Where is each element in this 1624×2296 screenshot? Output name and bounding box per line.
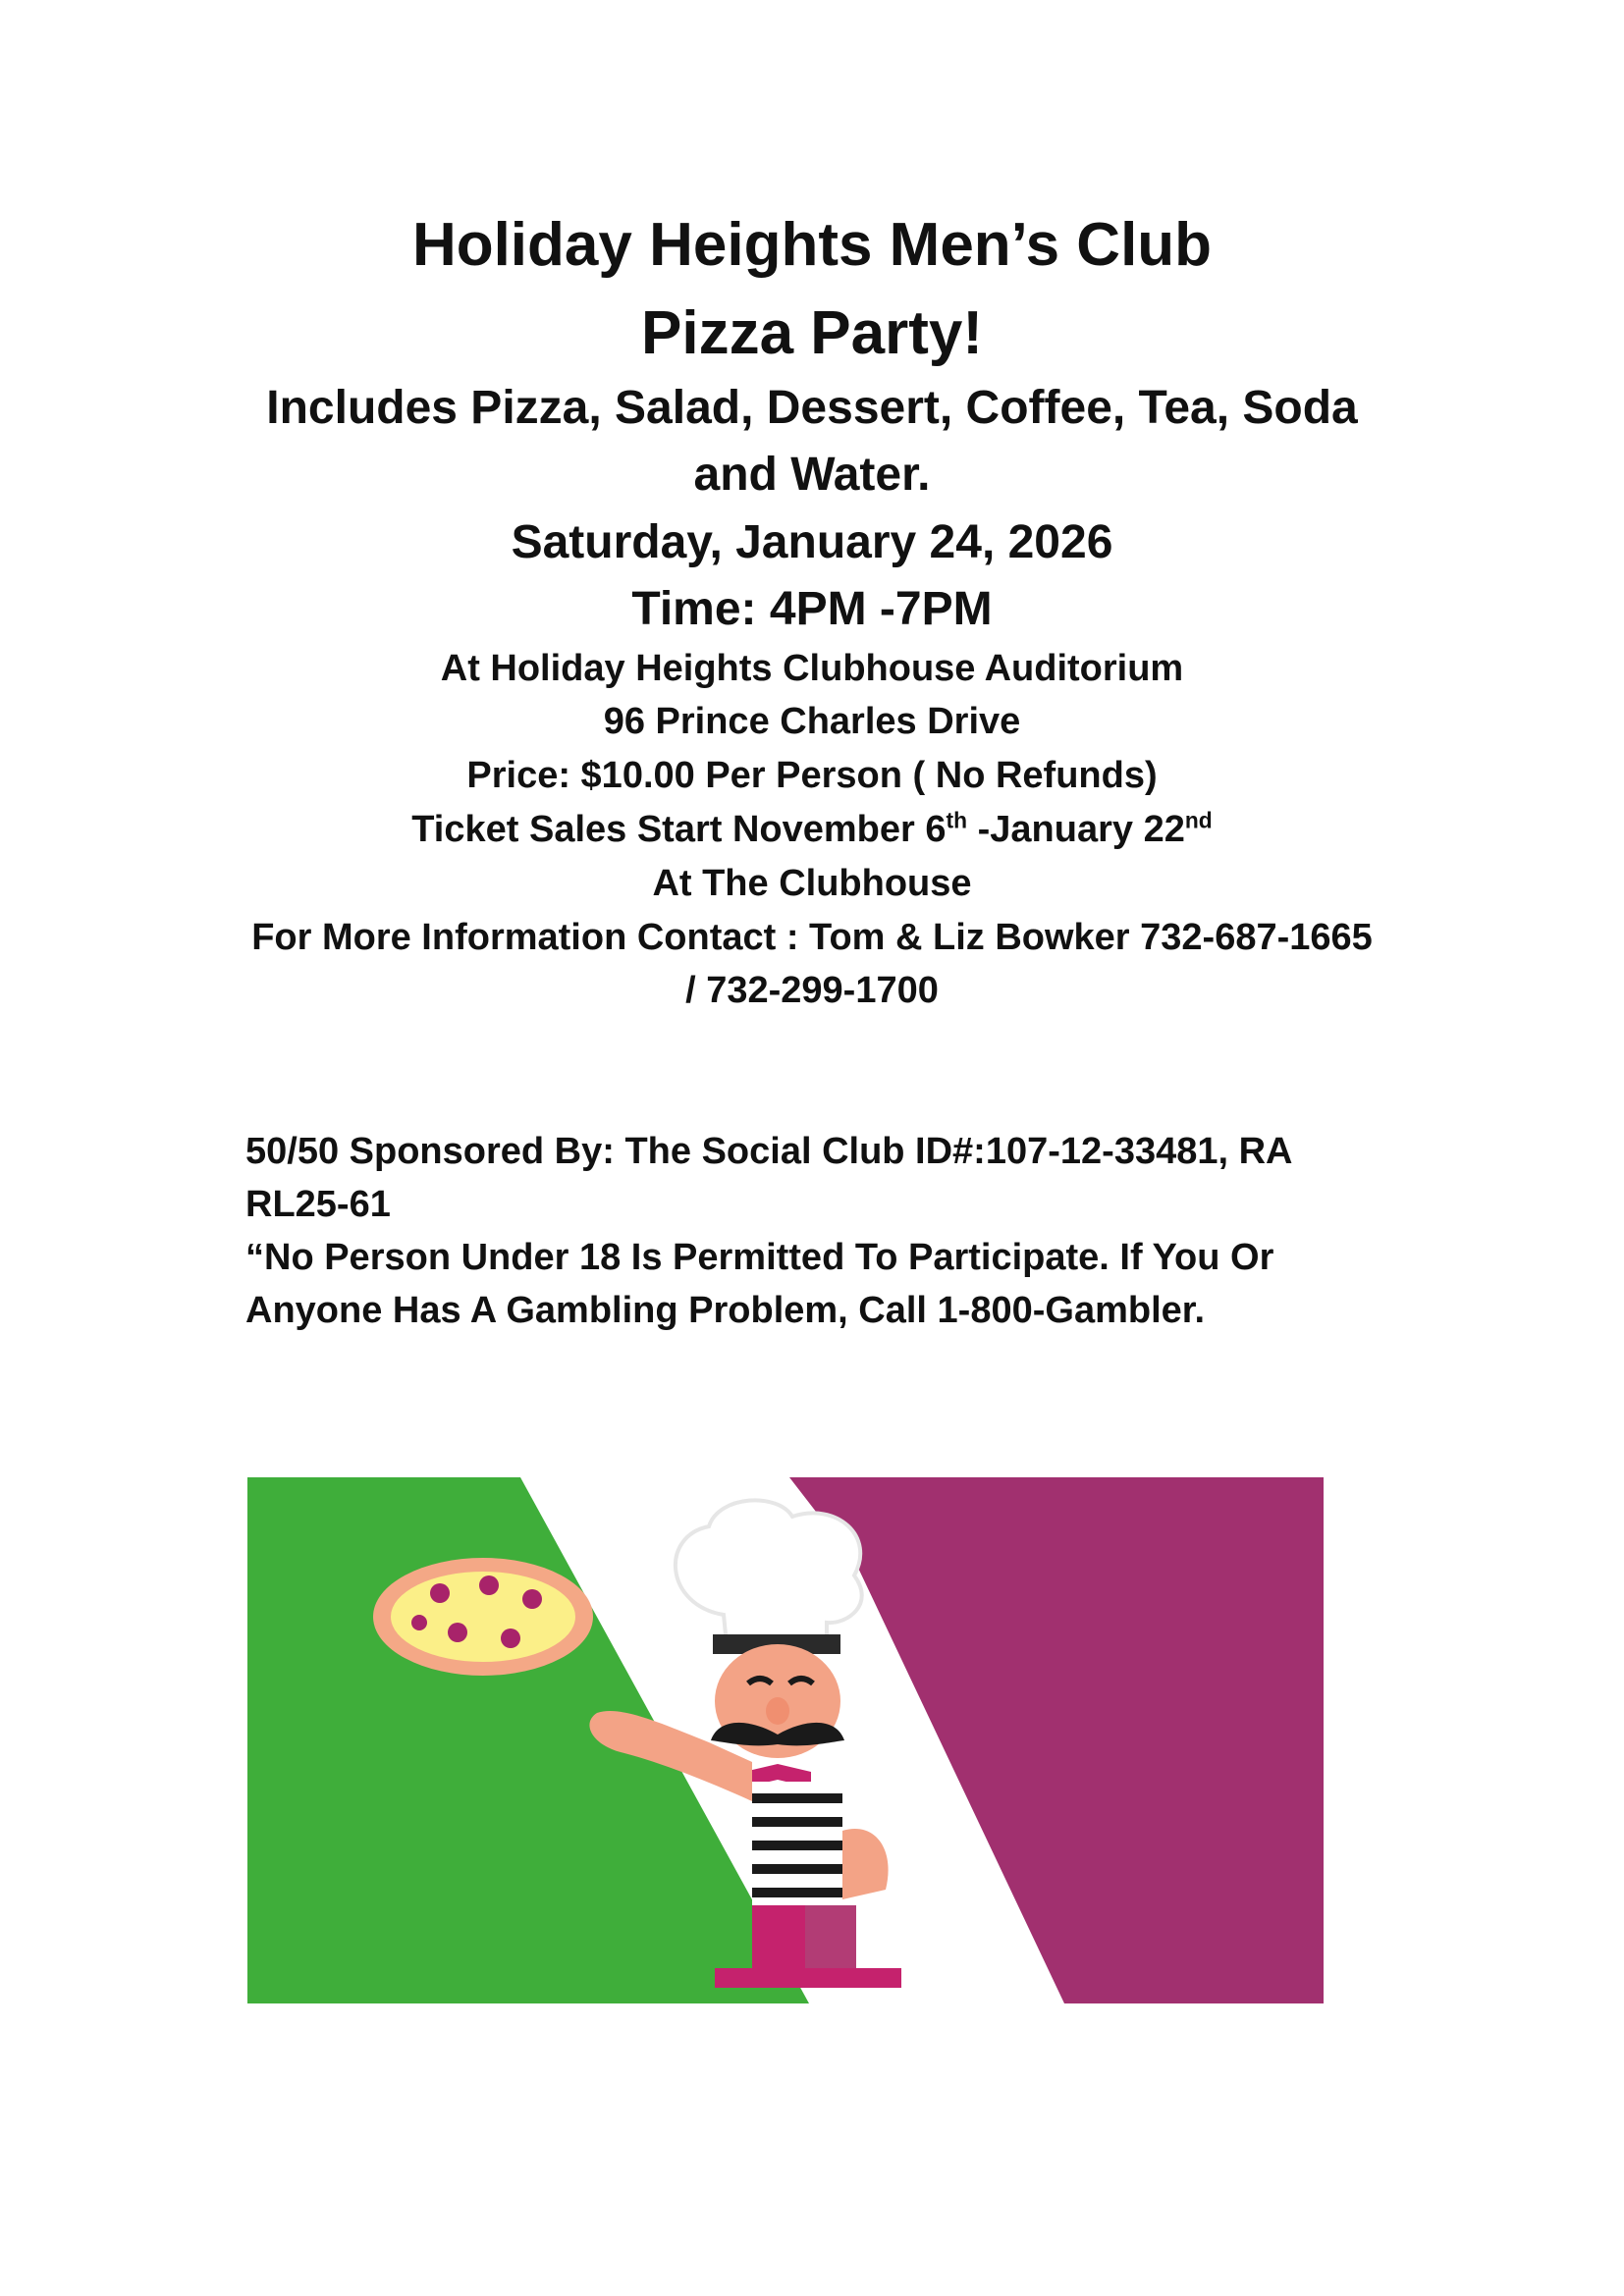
contact-info: For More Information Contact : Tom & Liz Bowker 732-687-1665 / 732-299-1700 — [251, 917, 1373, 1011]
event-date: Saturday, January 24, 2026 — [511, 516, 1113, 568]
raffle-sponsor: 50/50 Sponsored By: The Social Club ID#:107-12-33481, RA RL25-61 — [245, 1131, 1292, 1225]
ticket-sales-location: At The Clubhouse — [652, 863, 972, 904]
ticket-sales-middle: -January 22 — [967, 809, 1185, 850]
ticket-sales-prefix: Ticket Sales Start November 6 — [411, 809, 947, 850]
event-title: Pizza Party! — [640, 299, 984, 367]
raffle-notice — [245, 1125, 1365, 1337]
pizza-chef-icon — [247, 1477, 1324, 2003]
pizza-icon — [373, 1558, 593, 1676]
event-venue: At Holiday Heights Clubhouse Auditorium — [440, 648, 1184, 689]
ticket-sales-dates — [0, 803, 1624, 856]
ordinal-suffix: th — [946, 807, 968, 833]
menu-includes: Includes Pizza, Salad, Dessert, Coffee, Tea, Soda and Water. — [266, 382, 1358, 501]
gambling-disclaimer: “No Person Under 18 Is Permitted To Participate. If You Or Anyone Has A Gambling Problem, Call 1-800-Gambler. — [245, 1237, 1274, 1331]
event-address: 96 Prince Charles Drive — [603, 701, 1021, 742]
ordinal-suffix: nd — [1184, 807, 1213, 833]
club-title: Holiday Heights Men’s Club — [411, 211, 1213, 279]
ticket-price: Price: $10.00 Per Person ( No Refunds) — [466, 755, 1158, 796]
event-time: Time: 4PM -7PM — [631, 583, 993, 635]
